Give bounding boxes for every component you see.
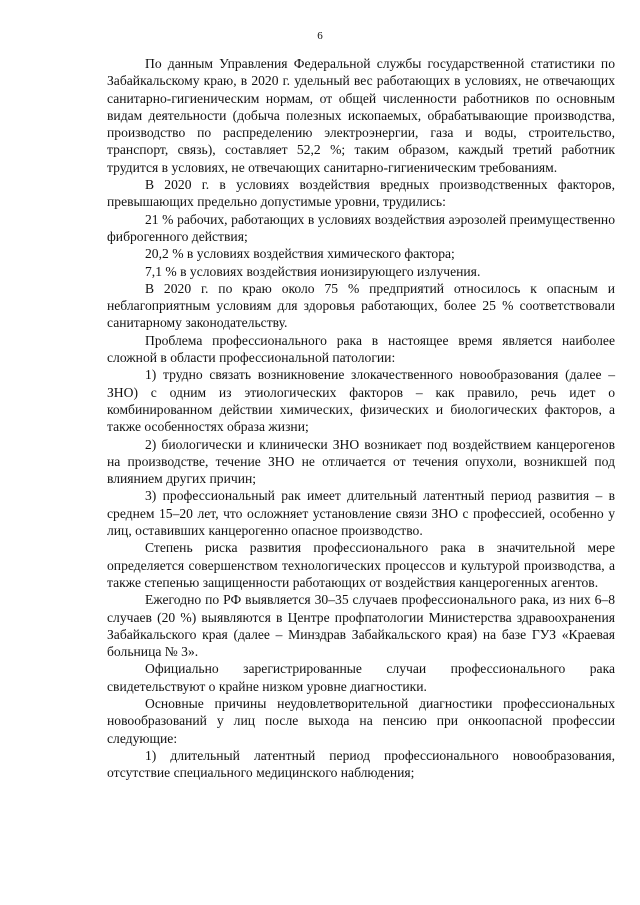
paragraph: 1) трудно связать возникновение злокачественного новообразования (далее – ЗНО) с одним из этиологических факторов – как правило, речь идет о комбинированном действии химических, физических и биологических факторов, а также особенностях образа жизни;: [107, 367, 615, 435]
paragraph: В 2020 г. в условиях воздействия вредных производственных факторов, превышающих предельно допустимые уровни, трудились:: [107, 177, 615, 210]
paragraph: 21 % рабочих, работающих в условиях воздействия аэрозолей преимущественно фиброгенного действия;: [107, 211, 615, 244]
paragraph: По данным Управления Федеральной службы государственной статистики по Забайкальскому краю, в 2020 г. удельный вес работающих в условиях, не отвечающих санитарно-гигиеническим нормам, от общей численности работников по основным видам деятельности (добыча полезных ископаемых, обрабатывающие производства, производство по распределению электроэнергии, газа и воды, строительство, транспорт, связь), составляет 52,2 %; таким образом, каждый третий работник трудится в условиях, не отвечающих санитарно-гигиеническим требованиям.: [107, 56, 615, 175]
paragraph: 2) биологически и клинически ЗНО возникает под воздействием канцерогенов на производстве, течение ЗНО не отличается от течения опухоли, возникшей под влиянием других причин;: [107, 436, 615, 487]
paragraph: 7,1 % в условиях воздействия ионизирующего излучения.: [145, 263, 481, 279]
page-number: 6: [317, 30, 323, 42]
paragraph: Проблема профессионального рака в настоящее время является наиболее сложной в области профессиональной патологии:: [107, 332, 615, 366]
paragraph: 3) профессиональный рак имеет длительный латентный период развития – в среднем 15–20 лет, что осложняет установление связи ЗНО с профессией, особенно у лиц, оставивших канцерогенно опасное производство.: [107, 488, 615, 539]
document-body: [107, 55, 615, 781]
paragraph: 1) длительный латентный период профессионального новообразования, отсутствие специального медицинского наблюдения;: [107, 747, 615, 781]
paragraph: В 2020 г. по краю около 75 % предприятий относилось к опасным и неблагоприятным условиям для здоровья работающих, более 25 % соответствовали санитарному законодательству.: [107, 280, 615, 331]
paragraph: Ежегодно по РФ выявляется 30–35 случаев профессионального рака, из них 6–8 случаев (20 %) выявляются в Центре профпатологии Министерства здравоохранения Забайкальского края (далее – Минздрав Забайкальского края) на базе ГУЗ «Краевая больница № 3».: [107, 592, 615, 660]
paragraph: Степень риска развития профессионального рака в значительной мере определяется совершенством технологических процессов и культурой производства, а также степенью защищенности работающих от воздействия канцерогенных агентов.: [107, 540, 615, 590]
paragraph: Официально зарегистрированные случаи профессионального рака свидетельствуют о крайне низком уровне диагностики.: [107, 661, 615, 694]
paragraph: 20,2 % в условиях воздействия химического фактора;: [145, 246, 455, 262]
paragraph: Основные причины неудовлетворительной диагностики профессиональных новообразований у лиц после выхода на пенсию при онкоопасной профессии следующие:: [107, 695, 615, 746]
